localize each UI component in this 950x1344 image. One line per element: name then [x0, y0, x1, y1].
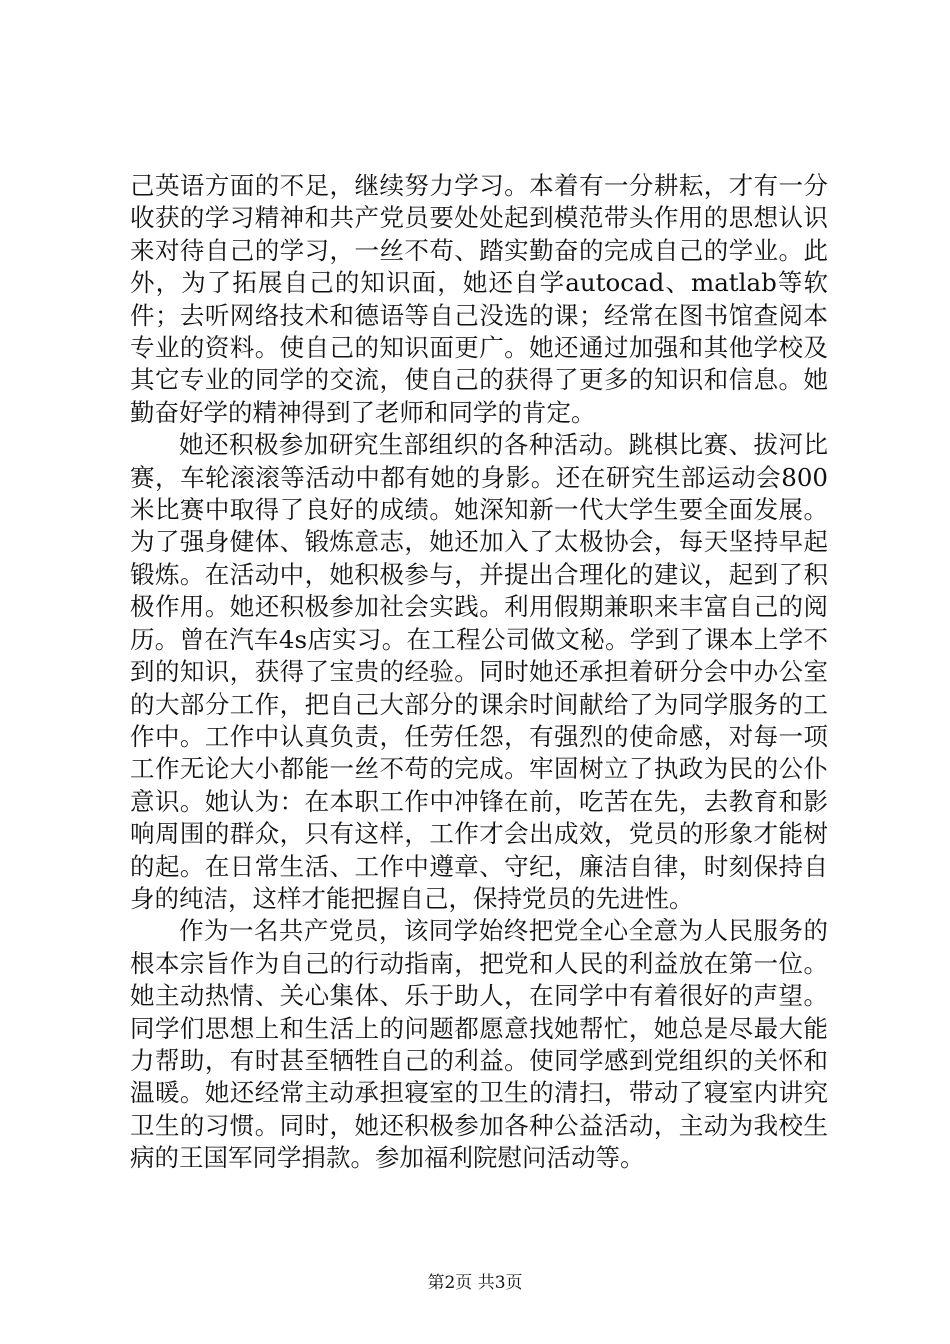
document-body [130, 170, 828, 1175]
page-footer [0, 1272, 950, 1294]
paragraph-3: 作为一名共产党员，该同学始终把党全心全意为人民服务的根本宗旨作为自己的行动指南，把党和人民的利益放在第一位。她主动热情、关心集体、乐于助人，在同学中有着很好的声望。同学们思想上和生活上的问题都愿意找她帮忙，她总是尽最大能力帮助，有时甚至牺牲自己的利益。使同学感到党组织的关怀和温暖。她还经常主动承担寝室的卫生的清扫，带动了寝室内讲究卫生的习惯。同时，她还积极参加各种公益活动，主动为我校生病的王国军同学捐款。参加福利院慰问活动等。 [130, 916, 828, 1173]
page-number-label: 第2页 共3页 [427, 1273, 523, 1293]
paragraph-1: 己英语方面的不足，继续努力学习。本着有一分耕耘，才有一分收获的学习精神和共产党员要处处起到模范带头作用的思想认识来对待自己的学习，一丝不苟、踏实勤奋的完成自己的学业。此外，为了拓展自己的知识面，她还自学autocad、matlab等软件；去听网络技术和德语等自己没选的课；经常在图书馆查阅本专业的资料。使自己的知识面更广。她还通过加强和其他学校及其它专业的同学的交流，使自己的获得了更多的知识和信息。她勤奋好学的精神得到了老师和同学的肯定。 [130, 171, 828, 427]
paragraph-2: 她还积极参加研究生部组织的各种活动。跳棋比赛、拔河比赛，车轮滚滚等活动中都有她的身影。还在研究生部运动会800米比赛中取得了良好的成绩。她深知新一代大学生要全面发展。为了强身健体、锻炼意志，她还加入了太极协会，每天坚持早起锻炼。在活动中，她积极参与，并提出合理化的建议，起到了积极作用。她还积极参加社会实践。利用假期兼职来丰富自己的阅历。曾在汽车4s店实习。在工程公司做文秘。学到了课本上学不到的知识，获得了宝贵的经验。同时她还承担着研分会中办公室的大部分工作，把自己大部分的课余时间献给了为同学服务的工作中。工作中认真负责，任劳任怨，有强烈的使命感，对每一项工作无论大小都能一丝不苟的完成。牢固树立了执政为民的公仆意识。她认为：在本职工作中冲锋在前，吃苦在先，去教育和影响周围的群众，只有这样，工作才会出成效，党员的形象才能树的起。在日常生活、工作中遵章、守纪，廉洁自律，时刻保持自身的纯洁，这样才能把握自己，保持党员的先进性。 [130, 430, 828, 913]
